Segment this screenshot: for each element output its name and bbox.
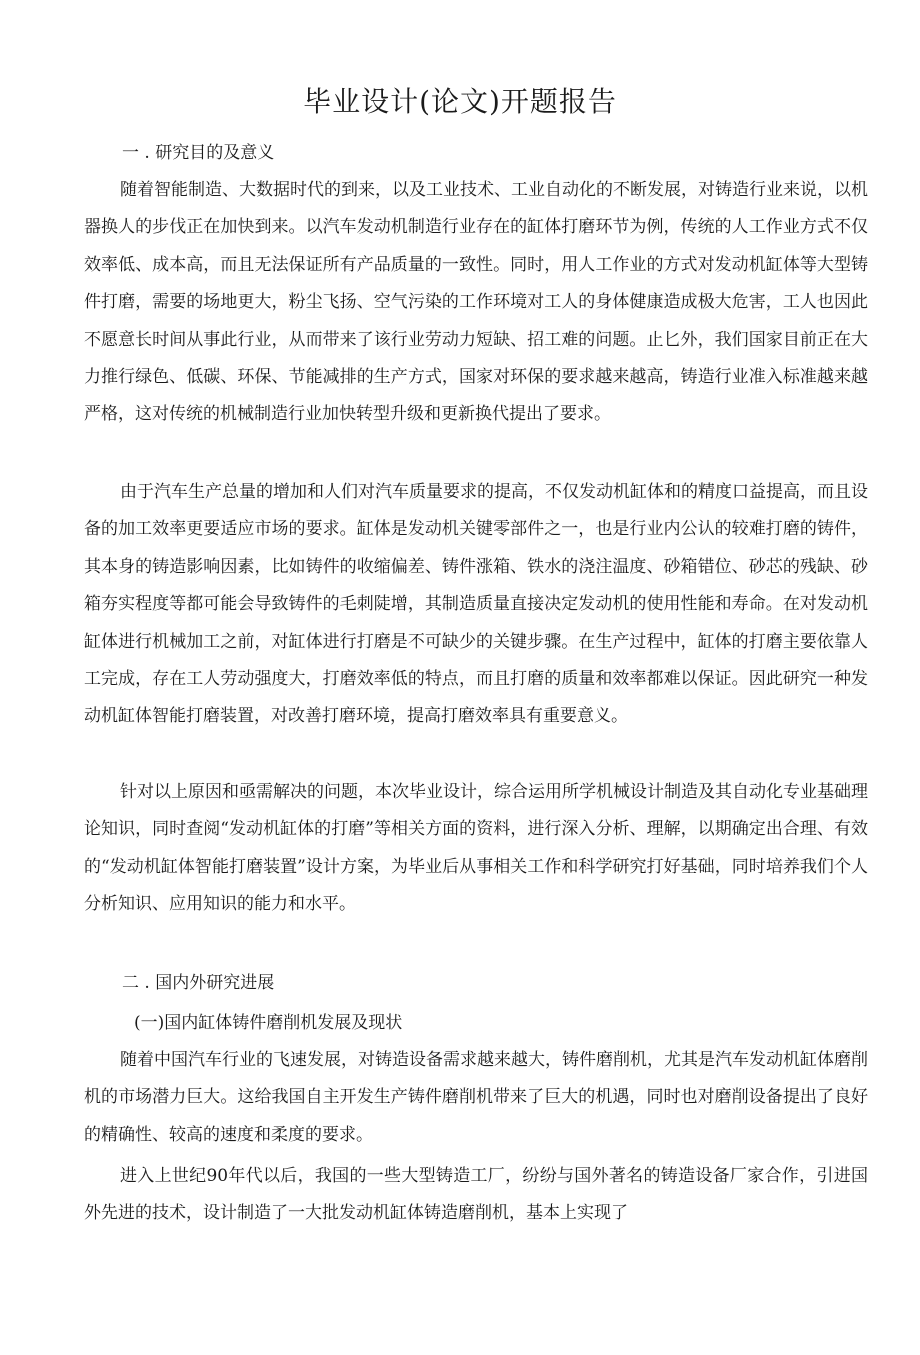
section-1-paragraph-2: 由于汽车生产总量的增加和人们对汽车质量要求的提高，不仅发动机缸体和的精度口益提高，而且设备的加工效率更要适应市场的要求。缸体是发动机关键零部件之一，也是行业内公认的较难打磨的铸件，其本身的铸造影响因素，比如铸件的收缩偏差、铸件涨箱、铁水的浇注温度、砂箱错位、砂芯的残缺、砂箱夯实程度等都可能会导致铸件的毛刺陡增，其制造质量直接决定发动机的使用性能和寿命。在对发动机缸体进行机械加工之前，对缸体进行打磨是不可缺少的关键步骤。在生产过程中，缸体的打磨主要依靠人工完成，存在工人劳动强度大，打磨效率低的特点，而且打磨的质量和效率都难以保证。因此研究一种发动机缸体智能打磨装置，对改善打磨环境，提高打磨效率具有重要意义。 <box>84 482 868 727</box>
document-title: 毕业设计(论文)开题报告 <box>303 85 617 118</box>
section-2-heading: 二 . 国内外研究进展 <box>122 973 275 993</box>
section-2-subheading: (一)国内缸体铸件磨削机发展及现状 <box>134 1013 403 1033</box>
section-1-heading: 一 . 研究目的及意义 <box>122 143 275 163</box>
section-1-paragraph-1: 随着智能制造、大数据时代的到来，以及工业技术、工业自动化的不断发展，对铸造行业来说，以机器换人的步伐正在加快到来。以汽车发动机制造行业存在的缸体打磨环节为例，传统的人工作业方式不仅效率低、成本高，而且无法保证所有产品质量的一致性。同时，用人工作业的方式对发动机缸体等大型铸件打磨，需要的场地更大，粉尘飞扬、空气污染的工作环境对工人的身体健康造成极大危害，工人也因此不愿意长时间从事此行业，从而带来了该行业劳动力短缺、招工难的问题。止匕外，我们国家目前正在大力推行绿色、低碳、环保、节能减排的生产方式，国家对环保的要求越来越高，铸造行业准入标准越来越严格，这对传统的机械制造行业加快转型升级和更新换代提出了要求。 <box>84 180 868 425</box>
section-2-paragraph-2: 进入上世纪90年代以后，我国的一些大型铸造工厂，纷纷与国外著名的铸造设备厂家合作，引进国外先进的技术，设计制造了一大批发动机缸体铸造磨削机，基本上实现了 <box>84 1166 868 1224</box>
section-1-paragraph-3: 针对以上原因和亟需解决的问题，本次毕业设计，综合运用所学机械设计制造及其自动化专业基础理论知识，同时查阅“发动机缸体的打磨”等相关方面的资料，进行深入分析、理解，以期确定出合理、有效的“发动机缸体智能打磨装置”设计方案，为毕业后从事相关工作和科学研究打好基础，同时培养我们个人分析知识、应用知识的能力和水平。 <box>84 782 868 915</box>
section-2-paragraph-1: 随着中国汽车行业的飞速发展，对铸造设备需求越来越大，铸件磨削机，尤其是汽车发动机缸体磨削机的市场潜力巨大。这给我国自主开发生产铸件磨削机带来了巨大的机遇，同时也对磨削设备提出了良好的精确性、较高的速度和柔度的要求。 <box>84 1050 868 1145</box>
